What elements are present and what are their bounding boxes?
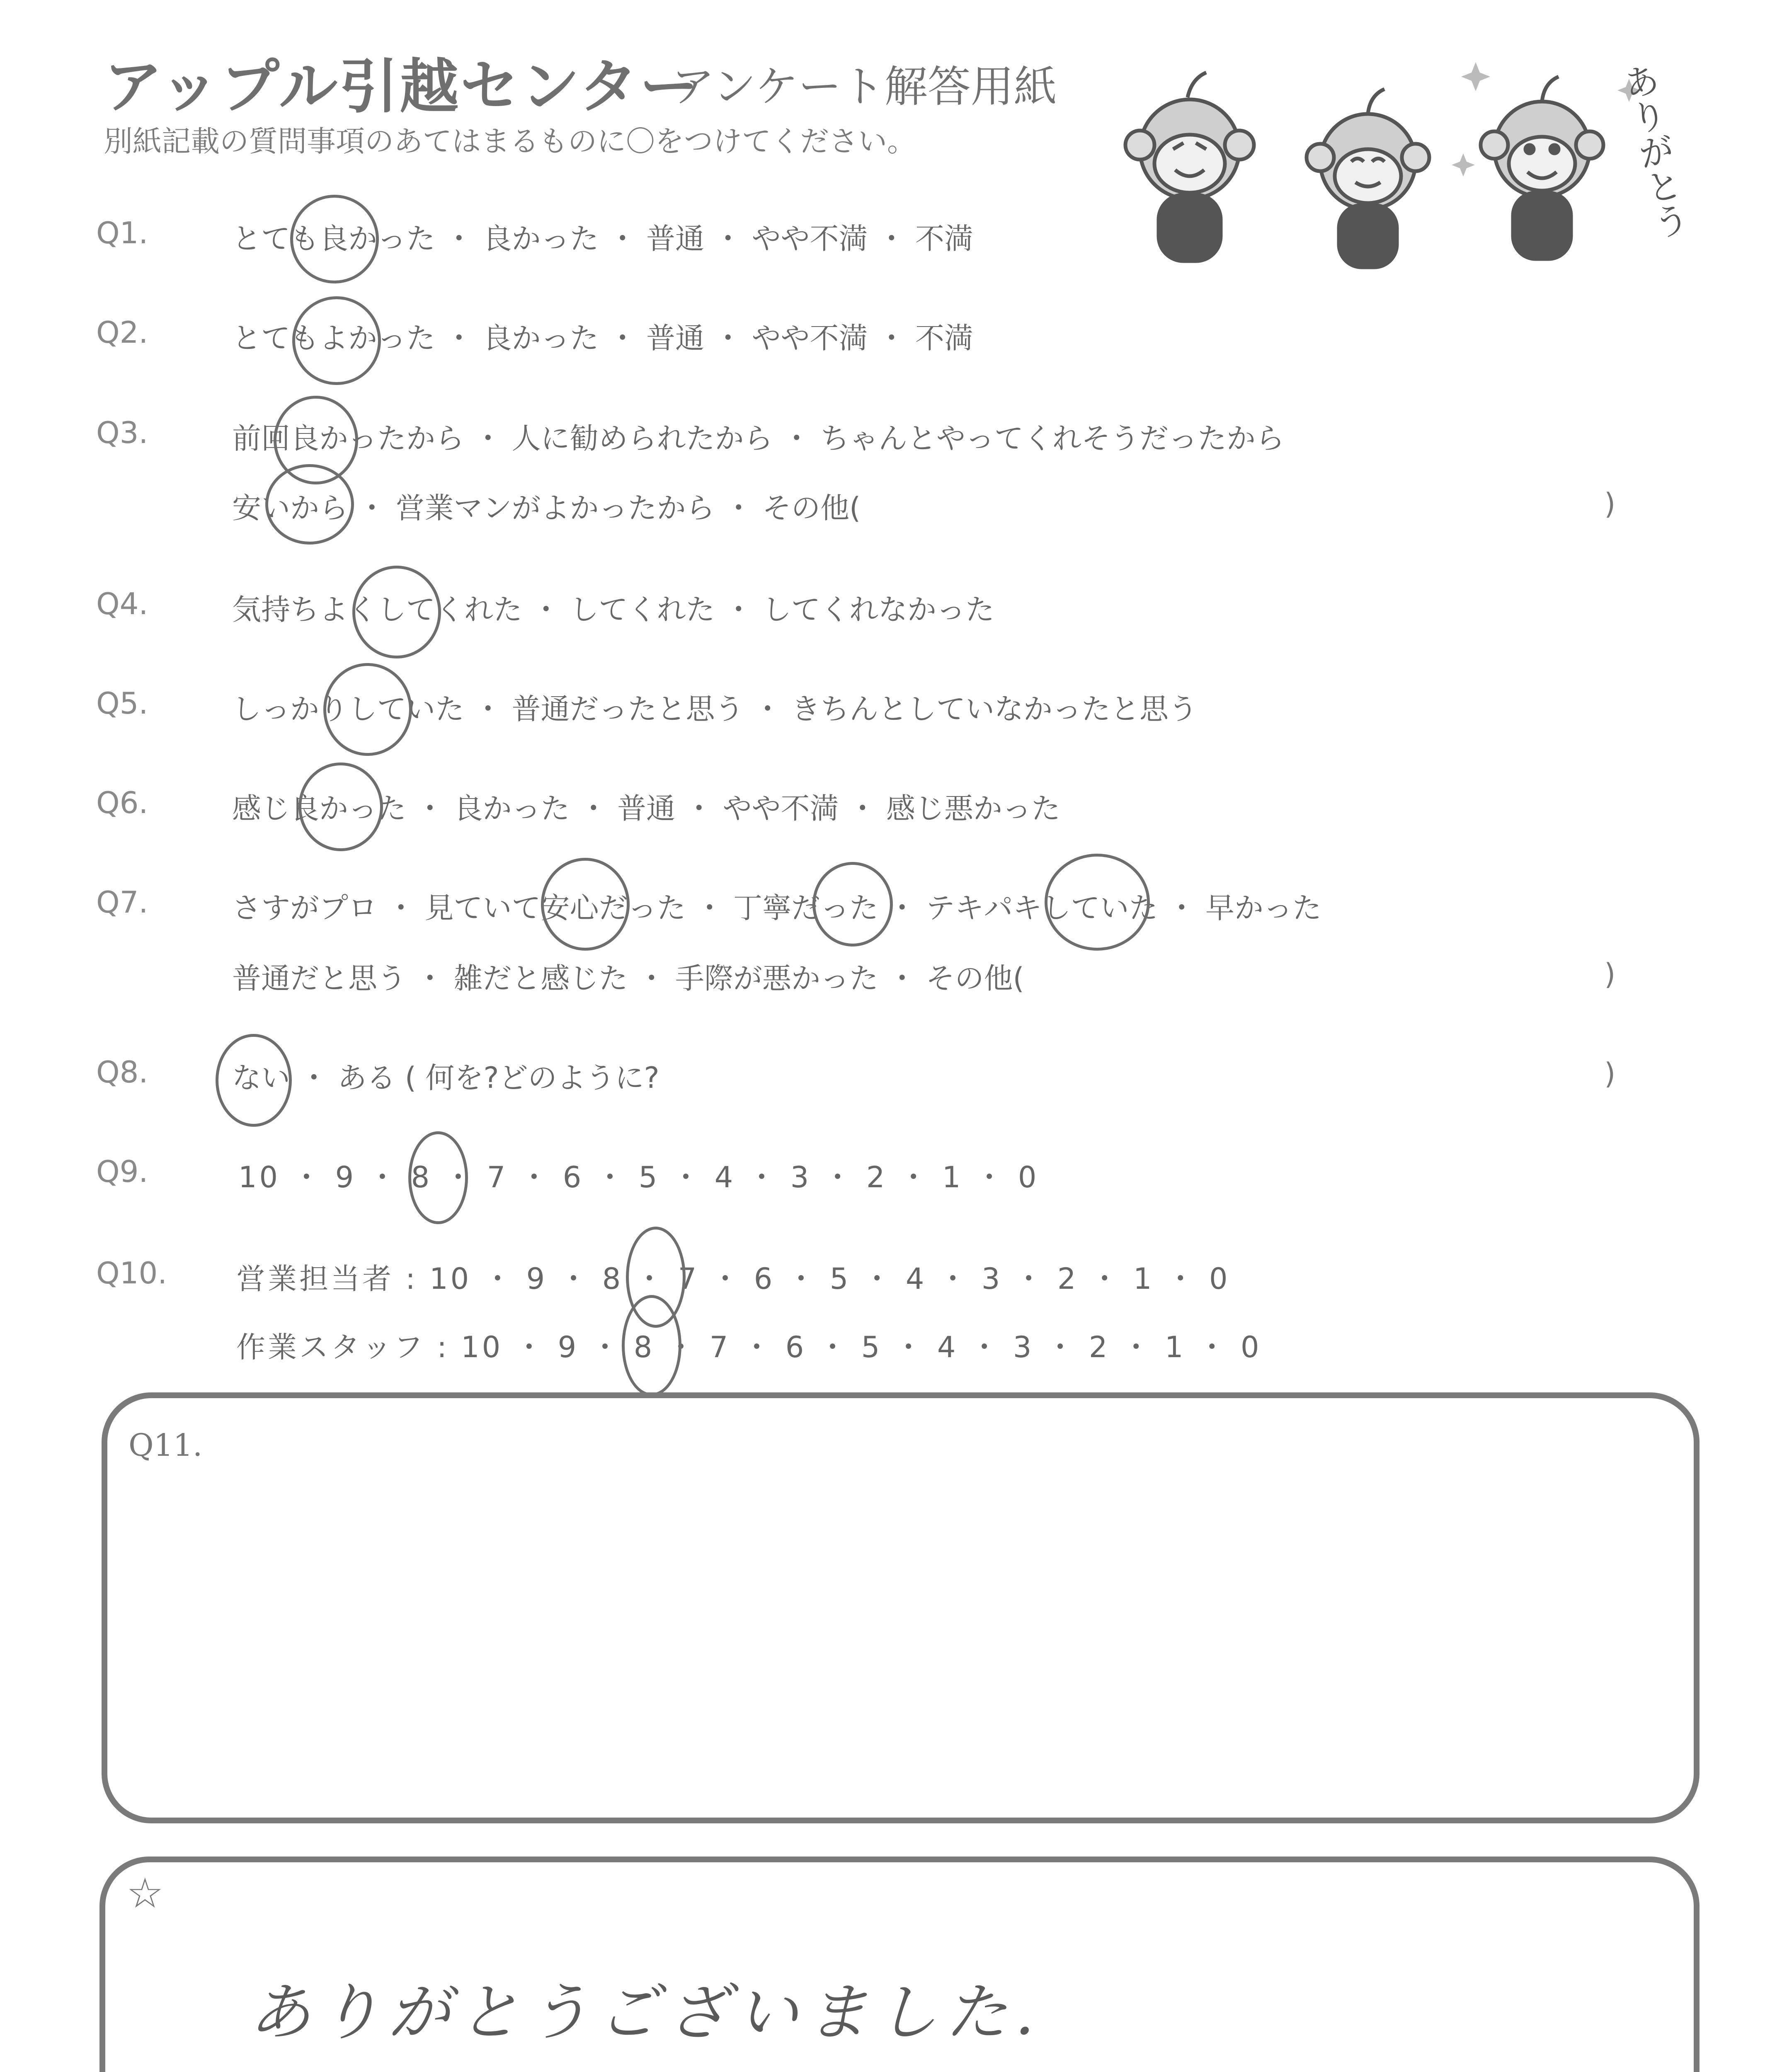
q7-close-paren: ) — [1604, 957, 1616, 991]
answer-circle-q3b — [265, 464, 354, 545]
q11-label: Q11. — [128, 1428, 203, 1463]
q10-label: Q10. — [96, 1256, 167, 1290]
q9-label: Q9. — [96, 1154, 148, 1189]
q3-options-line1: 前回良かったから ・ 人に勧められたから ・ ちゃんとやってくれそうだったから — [232, 421, 1285, 455]
q5-options: しっかりしていた ・ 普通だったと思う ・ きちんとしていなかったと思う — [232, 692, 1198, 726]
q5-label: Q5. — [96, 686, 148, 721]
q3-close-paren: ) — [1604, 487, 1616, 521]
answer-circle-q8 — [216, 1034, 292, 1127]
mascot-illustration — [1111, 46, 1691, 278]
q3-options-line2: 安いから ・ 営業マンがよかったから ・ その他( — [232, 491, 861, 525]
q7-options-line1: さすがプロ ・ 見ていて安心だった ・ 丁寧だった ・ テキパキしていた ・ 早かった — [232, 891, 1322, 925]
q9-scale: 10 ・ 9 ・ 8 ・ 7 ・ 6 ・ 5 ・ 4 ・ 3 ・ 2 ・ 1 ・ 0 — [238, 1160, 1039, 1194]
answer-circle-q2 — [292, 296, 381, 385]
q1-options: とても良かった ・ 良かった ・ 普通 ・ やや不満 ・ 不満 — [232, 222, 974, 256]
answer-circle-q7c — [1045, 854, 1150, 951]
monkey-mascot-icon — [1111, 46, 1691, 278]
q3-label: Q3. — [96, 415, 148, 450]
q10-staff-scale: 作業スタッフ : 10 ・ 9 ・ 8 ・ 7 ・ 6 ・ 5 ・ 4 ・ 3 ・ 2 ・ 1 ・ 0 — [236, 1330, 1262, 1364]
q10-sales-scale: 営業担当者 : 10 ・ 9 ・ 8 ・ 7 ・ 6 ・ 5 ・ 4 ・ 3 ・ 2 ・ 1 ・ 0 — [236, 1262, 1230, 1296]
q2-options: とてもよかった ・ 良かった ・ 普通 ・ やや不満 ・ 不満 — [232, 321, 974, 355]
answer-circle-q7a — [541, 858, 630, 951]
q1-label: Q1. — [96, 215, 148, 250]
q4-options: 気持ちよくしてくれた ・ してくれた ・ してくれなかった — [232, 593, 995, 627]
q4-label: Q4. — [96, 586, 148, 621]
q8-label: Q8. — [96, 1055, 148, 1089]
instruction-text: 別紙記載の質問事項のあてはまるものに〇をつけてください。 — [104, 124, 916, 158]
q6-options: 感じ良かった ・ 良かった ・ 普通 ・ やや不満 ・ 感じ悪かった — [232, 792, 1061, 825]
q7-label: Q7. — [96, 885, 148, 920]
q8-options: ない ・ ある ( 何を?どのように? — [232, 1061, 659, 1095]
answer-circle-q9 — [408, 1131, 468, 1224]
answer-circle-q5 — [323, 663, 412, 756]
answer-circle-q7b — [812, 862, 893, 946]
q6-label: Q6. — [96, 785, 148, 820]
q11-answer-box — [102, 1392, 1700, 1823]
form-title: アップル引越センター — [104, 53, 700, 121]
q2-label: Q2. — [96, 315, 148, 350]
form-subtitle: アンケート解答用紙 — [672, 61, 1057, 112]
q8-close-paren: ) — [1604, 1057, 1616, 1091]
answer-circle-q6 — [298, 762, 383, 851]
answer-circle-q10-staff — [622, 1295, 681, 1396]
answer-circle-q1 — [290, 195, 379, 283]
mascot-caption: ありがとう — [1614, 60, 1692, 243]
comment-star-marker: ☆ — [126, 1869, 164, 1917]
comment-line-1: ありがとうございました. — [249, 1977, 1042, 2049]
answer-circle-q4 — [352, 566, 441, 658]
q7-options-line2: 普通だと思う ・ 雑だと感じた ・ 手際が悪かった ・ その他( — [232, 961, 1024, 995]
